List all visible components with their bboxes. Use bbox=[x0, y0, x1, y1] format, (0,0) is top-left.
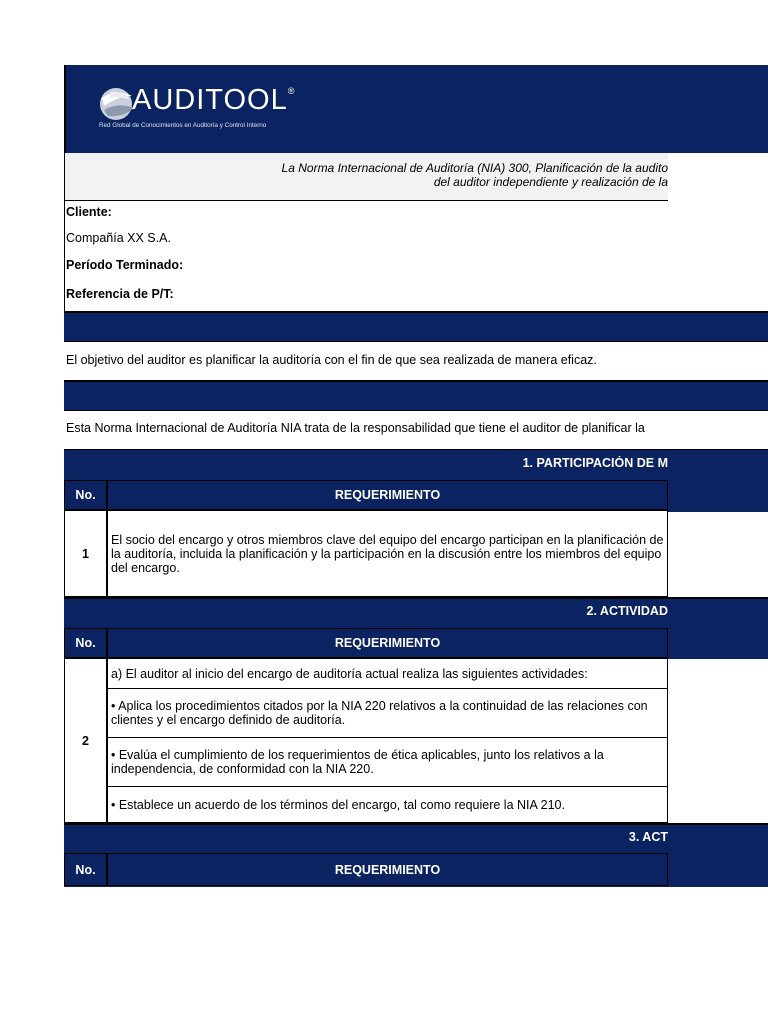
header-no: No. bbox=[64, 628, 107, 658]
requirement-cell bbox=[107, 786, 668, 823]
alcance-banner bbox=[64, 380, 768, 411]
intro-banner bbox=[64, 153, 668, 201]
intro-line-2: del auditor independiente y realización de la bbox=[433, 175, 668, 189]
info-border bbox=[64, 153, 65, 313]
auditool-logo bbox=[96, 82, 296, 134]
section-3-title: 3. ACT bbox=[628, 830, 668, 844]
row-number: 1 bbox=[64, 510, 107, 597]
requirement-text: • Establece un acuerdo de los términos del encargo, tal como requiere la NIA 210. bbox=[111, 797, 565, 812]
section-2-title: 2. ACTIVIDAD bbox=[586, 604, 668, 618]
requirement-text: • Evalúa el cumplimiento de los requerimientos de ética aplicables, junto los relativos a la independencia, de conformidad con la NIA 220. bbox=[111, 748, 604, 776]
header-no: No. bbox=[64, 480, 107, 510]
row-number: 2 bbox=[64, 658, 107, 823]
periodo-label: Período Terminado: bbox=[66, 258, 184, 272]
cliente-label: Cliente: bbox=[66, 205, 112, 219]
logo-wordmark: AUDITOOL® bbox=[132, 84, 296, 116]
requirement-cell bbox=[107, 737, 668, 787]
referencia-label: Referencia de P/T: bbox=[66, 287, 174, 301]
header-requerimiento: REQUERIMIENTO bbox=[107, 480, 668, 510]
section-1-title: 1. PARTICIPACIÓN DE M bbox=[522, 456, 668, 470]
requirement-text: El socio del encargo y otros miembros clave del equipo del encargo participan en la planificación de la auditoría, incluida la planificación y la participación en la discusión entre los miembros del equipo del encargo. bbox=[111, 532, 664, 575]
alcance-text: Esta Norma Internacional de Auditoría NIA trata de la responsabilidad que tiene el auditor de planificar la bbox=[66, 421, 645, 435]
requirement-cell bbox=[107, 510, 668, 597]
intro-line-1: La Norma Internacional de Auditoría (NIA) 300, Planificación de la audito bbox=[281, 161, 668, 175]
objetivo-banner bbox=[64, 311, 768, 342]
header-requerimiento: REQUERIMIENTO bbox=[107, 628, 668, 658]
header-no: No. bbox=[64, 853, 107, 886]
objetivo-text: El objetivo del auditor es planificar la auditoría con el fin de que sea realizada de manera eficaz. bbox=[66, 353, 597, 367]
requirement-cell bbox=[107, 658, 668, 689]
cliente-value: Compañía XX S.A. bbox=[66, 231, 171, 245]
requirement-cell bbox=[107, 688, 668, 738]
logo-tagline: Red Global de Conocimientos en Auditoría y Control Interno bbox=[99, 122, 267, 129]
header-requerimiento: REQUERIMIENTO bbox=[107, 853, 668, 886]
header-border bbox=[64, 65, 66, 153]
requirement-text: a) El auditor al inicio del encargo de auditoría actual realiza las siguientes actividades: bbox=[111, 666, 588, 681]
requirement-text: • Aplica los procedimientos citados por la NIA 220 relativos a la continuidad de las relaciones con clientes y el encargo definido de auditoría. bbox=[111, 699, 648, 727]
